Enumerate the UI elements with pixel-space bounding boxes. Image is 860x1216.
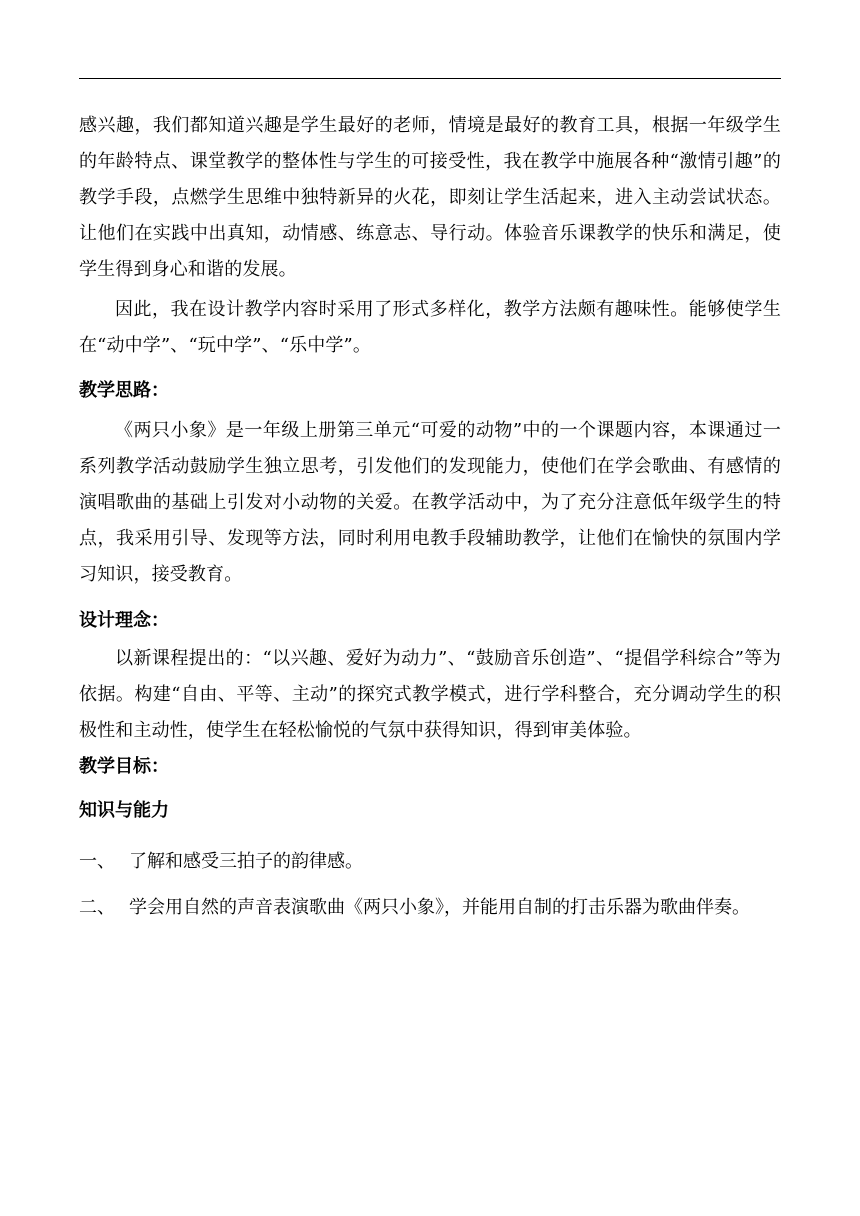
document-body [79,108,781,931]
list-item-number: 二、 [79,897,115,918]
header-rule [79,78,781,79]
intro-paragraph-1: 感兴趣，我们都知道兴趣是学生最好的老师，情境是最好的教育工具，根据一年级学生的年龄特点、课堂教学的整体性与学生的可接受性，我在教学中施展各种“激情引趣”的教学手段，点燃学生思维中独特新异的火花，即刻让学生活起来，进入主动尝试状态。让他们在实践中出真知，动情感、练意志、导行动。体验音乐课教学的快乐和满足，使学生得到身心和谐的发展。 [79,115,781,280]
teaching-goals-heading: 教学目标： [79,756,169,777]
design-concept-body: 以新课程提出的：“以兴趣、爱好为动力”、“鼓励音乐创造”、“提倡学科综合”等为依据。构建“自由、平等、主动”的探究式教学模式，进行学科整合，充分调动学生的积极性和主动性，使学生在轻松愉悦的气氛中获得知识，得到审美体验。 [79,648,781,741]
list-item [79,839,781,885]
teaching-approach-body: 《两只小象》是一年级上册第三单元“可爱的动物”中的一个课题内容，本课通过一系列教学活动鼓励学生独立思考，引发他们的发现能力，使他们在学会歌曲、有感情的演唱歌曲的基础上引发对小动物的关爱。在教学活动中，为了充分注意低年级学生的特点，我采用引导、发现等方法，同时利用电教手段辅助教学，让他们在愉快的氛围内学习知识，接受教育。 [79,420,781,585]
teaching-approach-heading: 教学思路： [79,380,169,401]
list-item [79,885,781,931]
list-item-text: 了解和感受三拍子的韵律感。 [129,851,363,872]
design-concept-heading: 设计理念： [79,610,169,631]
list-item-text: 学会用自然的声音表演歌曲《两只小象》，并能用自制的打击乐器为歌曲伴奏。 [129,897,750,918]
list-item-number: 一、 [79,851,115,872]
knowledge-ability-subheading: 知识与能力 [79,800,169,821]
goals-list [79,839,781,931]
intro-paragraph-2: 因此，我在设计教学内容时采用了形式多样化，教学方法颇有趣味性。能够使学生在“动中学”、“玩中学”、“乐中学”。 [79,299,781,356]
